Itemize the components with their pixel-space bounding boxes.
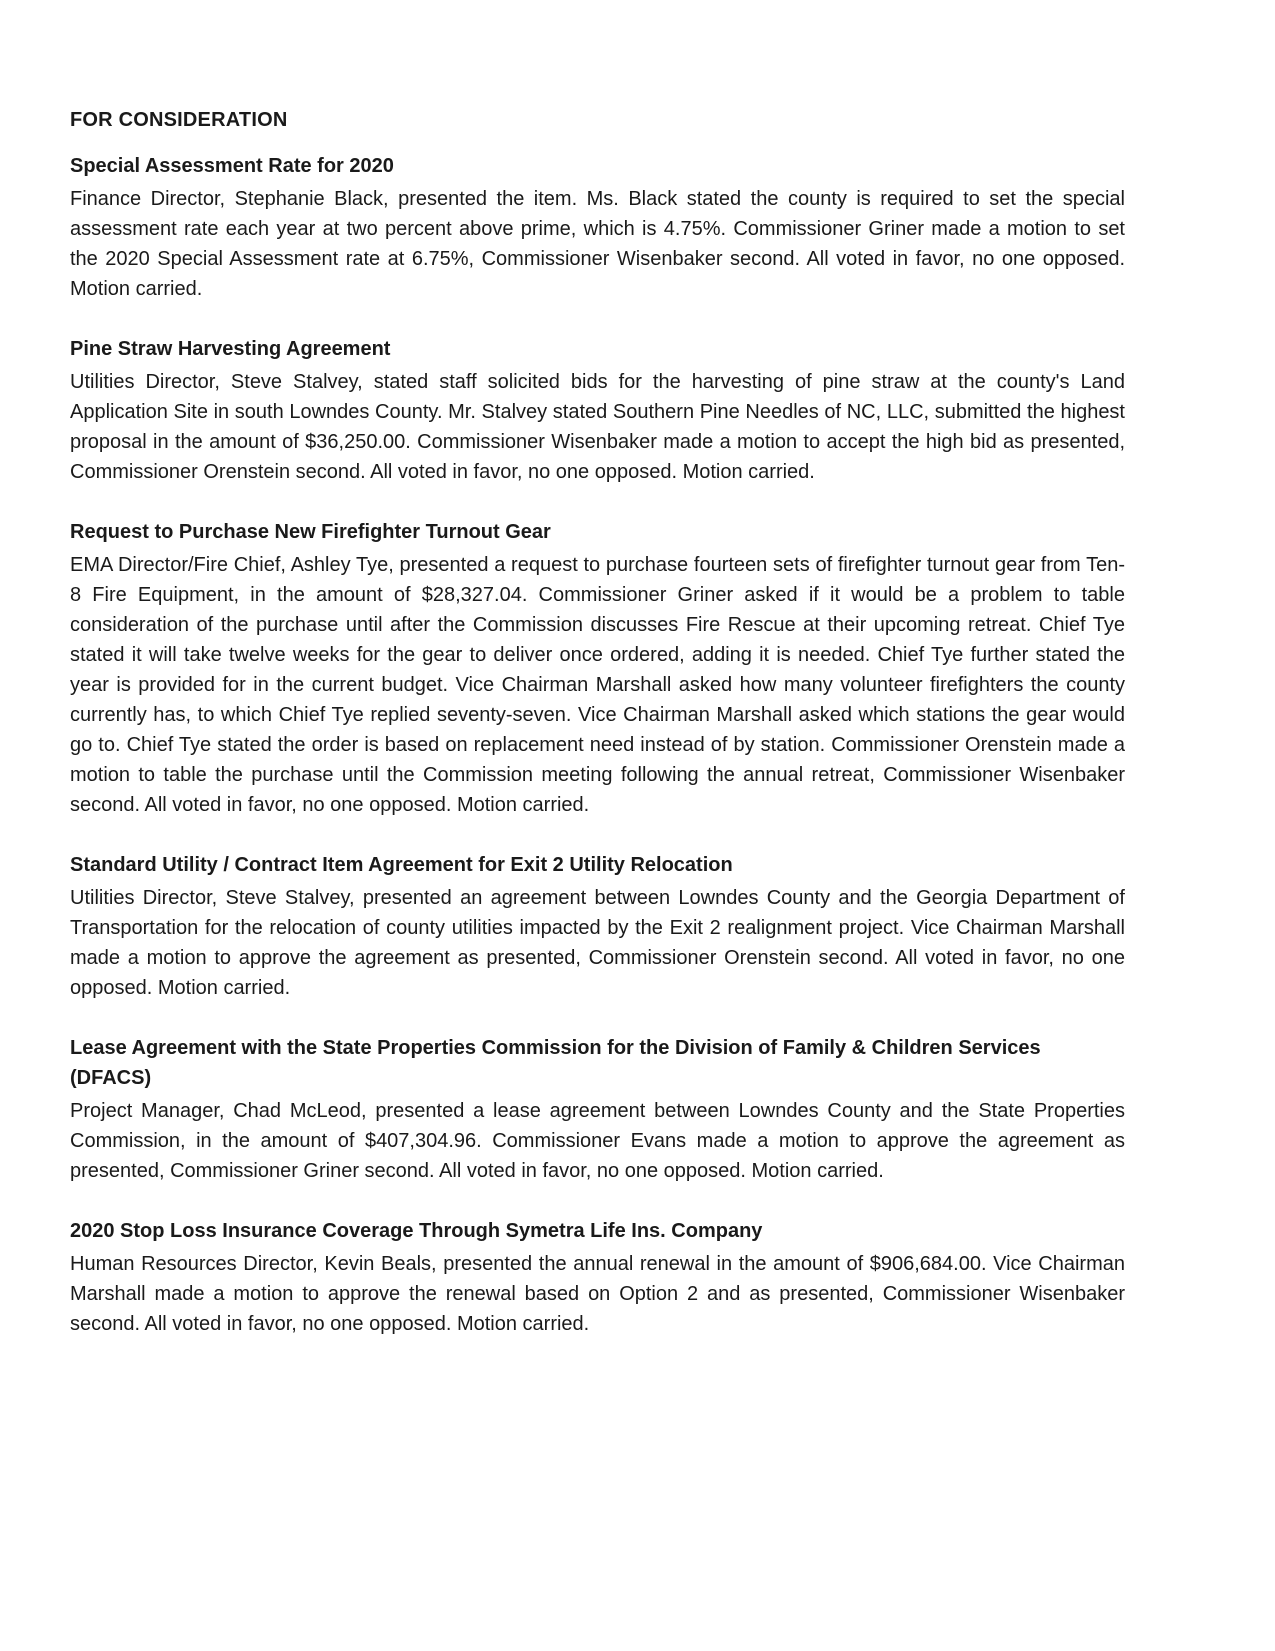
section-firefighter-gear <box>70 517 1125 820</box>
section-body: Finance Director, Stephanie Black, presented the item. Ms. Black stated the county is required to set the special assessment rate each year at two percent above prime, which is 4.75%. Commissioner Griner made a motion to set the 2020 Special Assessment rate at 6.75%, Commissioner Wisenbaker second. All voted in favor, no one opposed. Motion carried. <box>70 188 1125 300</box>
section-title: Lease Agreement with the State Properties Commission for the Division of Family & Children Services (DFACS) <box>70 1037 1041 1089</box>
section-body: Human Resources Director, Kevin Beals, presented the annual renewal in the amount of $906,684.00. Vice Chairman Marshall made a motion to approve the renewal based on Option 2 and as presented, Commissioner Wisenbaker second. All voted in favor, no one opposed. Motion carried. <box>70 1253 1125 1335</box>
section-stop-loss-insurance <box>70 1216 1125 1339</box>
section-title: 2020 Stop Loss Insurance Coverage Through Symetra Life Ins. Company <box>70 1220 763 1242</box>
section-body: Utilities Director, Steve Stalvey, stated staff solicited bids for the harvesting of pine straw at the county's Land Application Site in south Lowndes County. Mr. Stalvey stated Southern Pine Needles of NC, LLC, submitted the highest proposal in the amount of $36,250.00. Commissioner Wisenbaker made a motion to accept the high bid as presented, Commissioner Orenstein second. All voted in favor, no one opposed. Motion carried. <box>70 371 1125 483</box>
section-body: EMA Director/Fire Chief, Ashley Tye, presented a request to purchase fourteen sets of firefighter turnout gear from Ten-8 Fire Equipment, in the amount of $28,327.04. Commissioner Griner asked if it would be a problem to table consideration of the purchase until after the Commission discusses Fire Rescue at their upcoming retreat. Chief Tye stated it will take twelve weeks for the gear to deliver once ordered, adding it is needed. Chief Tye further stated the year is provided for in the current budget. Vice Chairman Marshall asked how many volunteer firefighters the county currently has, to which Chief Tye replied seventy-seven. Vice Chairman Marshall asked which stations the gear would go to. Chief Tye stated the order is based on replacement need instead of by station. Commissioner Orenstein made a motion to table the purchase until the Commission meeting following the annual retreat, Commissioner Wisenbaker second. All voted in favor, no one opposed. Motion carried. <box>70 554 1125 816</box>
section-body: Utilities Director, Steve Stalvey, presented an agreement between Lowndes County and the Georgia Department of Transportation for the relocation of county utilities impacted by the Exit 2 realignment project. Vice Chairman Marshall made a motion to approve the agreement as presented, Commissioner Orenstein second. All voted in favor, no one opposed. Motion carried. <box>70 887 1125 999</box>
section-title: Special Assessment Rate for 2020 <box>70 155 394 177</box>
section-pine-straw <box>70 334 1125 487</box>
section-title: Standard Utility / Contract Item Agreement for Exit 2 Utility Relocation <box>70 854 733 876</box>
section-body: Project Manager, Chad McLeod, presented a lease agreement between Lowndes County and the State Properties Commission, in the amount of $407,304.96. Commissioner Evans made a motion to approve the agreement as presented, Commissioner Griner second. All voted in favor, no one opposed. Motion carried. <box>70 1100 1125 1182</box>
document-heading: FOR CONSIDERATION <box>70 109 288 131</box>
section-title: Pine Straw Harvesting Agreement <box>70 338 391 360</box>
section-dfacs-lease <box>70 1033 1125 1186</box>
section-title: Request to Purchase New Firefighter Turnout Gear <box>70 521 551 543</box>
section-exit2-utility-relocation <box>70 850 1125 1003</box>
section-special-assessment <box>70 151 1125 304</box>
